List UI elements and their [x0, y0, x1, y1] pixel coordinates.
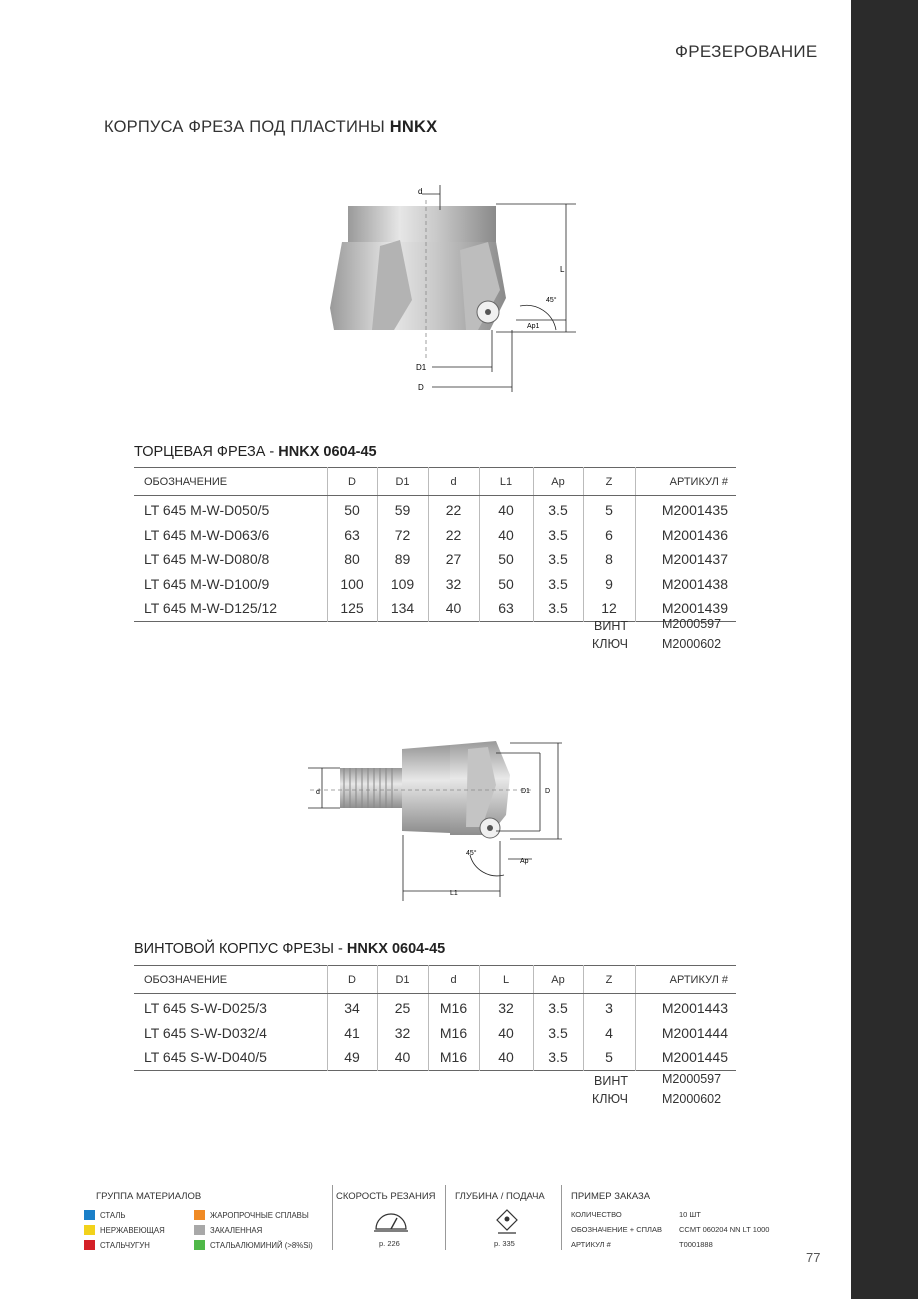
- cell: 3.5: [533, 596, 583, 621]
- col-header: АРТИКУЛ #: [635, 966, 736, 994]
- cell: 40: [479, 1021, 533, 1046]
- materials-title: ГРУППА МАТЕРИАЛОВ: [96, 1191, 202, 1202]
- cell: 63: [479, 596, 533, 621]
- page-title-text: КОРПУСА ФРЕЗА ПОД ПЛАСТИНЫ: [104, 118, 390, 136]
- cell: 63: [327, 523, 377, 548]
- cell: 32: [377, 1021, 428, 1046]
- col-header: d: [428, 966, 479, 994]
- page-title: [104, 118, 437, 137]
- order-value: 10 ШТ: [679, 1210, 701, 1219]
- cell: 34: [327, 994, 377, 1021]
- dim-L1-label: L1: [450, 890, 458, 897]
- col-header: АРТИКУЛ #: [635, 468, 736, 496]
- cell: 40: [479, 523, 533, 548]
- cell: 50: [479, 572, 533, 597]
- material-label: СТАЛЬАЛЮМИНИЙ (>8%Si): [210, 1241, 313, 1250]
- cell: 89: [377, 547, 428, 572]
- col-header: Ap: [533, 468, 583, 496]
- material-swatch: [84, 1225, 95, 1235]
- cell: 32: [479, 994, 533, 1021]
- order-value: T0001888: [679, 1240, 713, 1249]
- cell: 40: [377, 1045, 428, 1070]
- order-label: АРТИКУЛ #: [571, 1240, 611, 1249]
- page-edge-band: [851, 0, 918, 1299]
- col-header: D1: [377, 966, 428, 994]
- cell: 41: [327, 1021, 377, 1046]
- cell: 5: [583, 1045, 635, 1070]
- cell: LT 645 M-W-D080/8: [134, 547, 327, 572]
- divider: [445, 1185, 446, 1250]
- cell: M2001437: [661, 551, 728, 568]
- col-header: ОБОЗНАЧЕНИЕ: [134, 468, 327, 496]
- accessory-label: ВИНТ: [594, 619, 628, 633]
- table2-title: [134, 941, 445, 957]
- angle-label: 45°: [466, 850, 477, 857]
- col-header: d: [428, 468, 479, 496]
- cell: M2001444: [661, 1024, 728, 1041]
- page-title-bold: HNKX: [389, 118, 438, 136]
- screw-mill-table: [134, 965, 736, 1071]
- table-row: [134, 572, 736, 597]
- cell: M16: [428, 1021, 479, 1046]
- material-label: ЖАРОПРОЧНЫЕ СПЛАВЫ: [210, 1211, 309, 1220]
- dim-D1-label: D1: [521, 788, 530, 795]
- table-header-row: [134, 966, 736, 994]
- cell: 3.5: [533, 1021, 583, 1046]
- dim-D-label: D: [545, 788, 551, 795]
- table2-accessories: [538, 1072, 728, 1112]
- table-row: [134, 523, 736, 548]
- material-label: НЕРЖАВЕЮЩАЯ: [100, 1226, 165, 1235]
- cell: 22: [428, 496, 479, 523]
- dim-ap-label: Ap: [520, 858, 529, 865]
- col-header: Z: [583, 468, 635, 496]
- accessory-label: КЛЮЧ: [591, 1092, 628, 1106]
- page-number: 77: [806, 1250, 821, 1265]
- cell: 12: [583, 596, 635, 621]
- cell: LT 645 S-W-D032/4: [134, 1021, 327, 1046]
- speedometer-icon: [373, 1209, 409, 1233]
- accessory-code: M2000597: [662, 1072, 722, 1086]
- col-header: Ap: [533, 966, 583, 994]
- material-label: ЗАКАЛЕННАЯ: [210, 1226, 263, 1235]
- thread-shank: [340, 768, 402, 808]
- table1-title-bold: HNKX 0604-45: [278, 444, 377, 460]
- dim-D-label: D: [418, 383, 424, 392]
- screw-mill-drawing: [300, 735, 570, 905]
- depth-feed-icon: [494, 1207, 520, 1235]
- table-row: [134, 1021, 736, 1046]
- cell: 50: [479, 547, 533, 572]
- cell: 6: [583, 523, 635, 548]
- cell: 3.5: [533, 994, 583, 1021]
- order-value: CCMT 060204 NN LT 1000: [679, 1225, 770, 1234]
- order-title: ПРИМЕР ЗАКАЗА: [571, 1191, 651, 1202]
- order-label: ОБОЗНАЧЕНИЕ + СПЛАВ: [571, 1225, 662, 1234]
- cell: 100: [327, 572, 377, 597]
- col-header: ОБОЗНАЧЕНИЕ: [134, 966, 327, 994]
- table-row: [134, 547, 736, 572]
- dim-d-label: d: [418, 187, 423, 196]
- material-swatch: [84, 1240, 95, 1250]
- cell: 80: [327, 547, 377, 572]
- accessory-code: M2000602: [662, 1092, 722, 1106]
- cell: 109: [377, 572, 428, 597]
- cell: 9: [583, 572, 635, 597]
- cell: 3: [583, 994, 635, 1021]
- divider: [561, 1185, 562, 1250]
- accessory-code: M2000597: [662, 617, 722, 631]
- material-swatch: [194, 1210, 205, 1220]
- cell: M2001436: [661, 526, 728, 543]
- col-header: D1: [377, 468, 428, 496]
- cell: 3.5: [533, 572, 583, 597]
- cell: LT 645 S-W-D040/5: [134, 1045, 327, 1070]
- depth-title: ГЛУБИНА / ПОДАЧА: [455, 1191, 545, 1202]
- cell: M16: [428, 1045, 479, 1070]
- cell: M2001445: [661, 1049, 728, 1066]
- cell: LT 645 S-W-D025/3: [134, 994, 327, 1021]
- material-label: СТАЛЬЧУГУН: [100, 1241, 150, 1250]
- cell: LT 645 M-W-D063/6: [134, 523, 327, 548]
- cell: 59: [377, 496, 428, 523]
- cell: 40: [479, 496, 533, 523]
- accessory-label: КЛЮЧ: [591, 637, 628, 651]
- accessory-code: M2000602: [662, 637, 722, 651]
- cell: M16: [428, 994, 479, 1021]
- cell: 4: [583, 1021, 635, 1046]
- dim-L-label: L: [560, 265, 565, 274]
- table-row: [134, 496, 736, 523]
- col-header: L: [479, 966, 533, 994]
- cell: 3.5: [533, 523, 583, 548]
- material-label: СТАЛЬ: [100, 1211, 126, 1220]
- cell: 8: [583, 547, 635, 572]
- cell: 40: [479, 1045, 533, 1070]
- material-swatch: [194, 1240, 205, 1250]
- dim-D1-label: D1: [416, 363, 427, 372]
- dim-d-label: d: [316, 789, 320, 796]
- angle-label: 45°: [546, 297, 557, 304]
- table1-title: [134, 444, 377, 460]
- cell: 134: [377, 596, 428, 621]
- cell: 40: [428, 596, 479, 621]
- cell: LT 645 M-W-D050/5: [134, 496, 327, 523]
- cell: 125: [327, 596, 377, 621]
- material-swatch: [84, 1210, 95, 1220]
- depth-page-ref: p. 335: [494, 1239, 515, 1248]
- cell: 3.5: [533, 496, 583, 523]
- cell: LT 645 M-W-D125/12: [134, 596, 327, 621]
- cell: LT 645 M-W-D100/9: [134, 572, 327, 597]
- footer-legend: [0, 1185, 851, 1255]
- material-swatch: [194, 1225, 205, 1235]
- order-label: КОЛИЧЕСТВО: [571, 1210, 622, 1219]
- cell: M2001439: [661, 600, 728, 617]
- col-header: L1: [479, 468, 533, 496]
- table2-title-text: ВИНТОВОЙ КОРПУС ФРЕЗЫ -: [134, 941, 347, 957]
- col-header: D: [327, 468, 377, 496]
- cell: 3.5: [533, 547, 583, 572]
- dim-ap-label: Ap1: [527, 323, 540, 330]
- divider: [332, 1185, 333, 1250]
- cell: 3.5: [533, 1045, 583, 1070]
- cell: 49: [327, 1045, 377, 1070]
- cell: M2001435: [661, 502, 728, 519]
- speed-title: СКОРОСТЬ РЕЗАНИЯ: [336, 1191, 436, 1202]
- table1-accessories: [538, 617, 728, 657]
- cell: 27: [428, 547, 479, 572]
- col-header: Z: [583, 966, 635, 994]
- face-mill-table: [134, 467, 736, 622]
- cell: 72: [377, 523, 428, 548]
- table2-title-bold: HNKX 0604-45: [346, 941, 446, 957]
- face-mill-drawing: [320, 180, 590, 400]
- table-row: [134, 994, 736, 1021]
- col-header: D: [327, 966, 377, 994]
- cell: 25: [377, 994, 428, 1021]
- table-row: [134, 1045, 736, 1070]
- cell: 22: [428, 523, 479, 548]
- cell: M2001438: [661, 575, 728, 592]
- table-header-row: [134, 468, 736, 496]
- speed-page-ref: p. 226: [379, 1239, 400, 1248]
- cell: M2001443: [661, 1000, 728, 1017]
- section-title: ФРЕЗЕРОВАНИЕ: [675, 42, 818, 61]
- cell: 5: [583, 496, 635, 523]
- accessory-label: ВИНТ: [594, 1074, 628, 1088]
- table1-title-text: ТОРЦЕВАЯ ФРЕЗА -: [134, 444, 279, 460]
- cell: 32: [428, 572, 479, 597]
- cell: 50: [327, 496, 377, 523]
